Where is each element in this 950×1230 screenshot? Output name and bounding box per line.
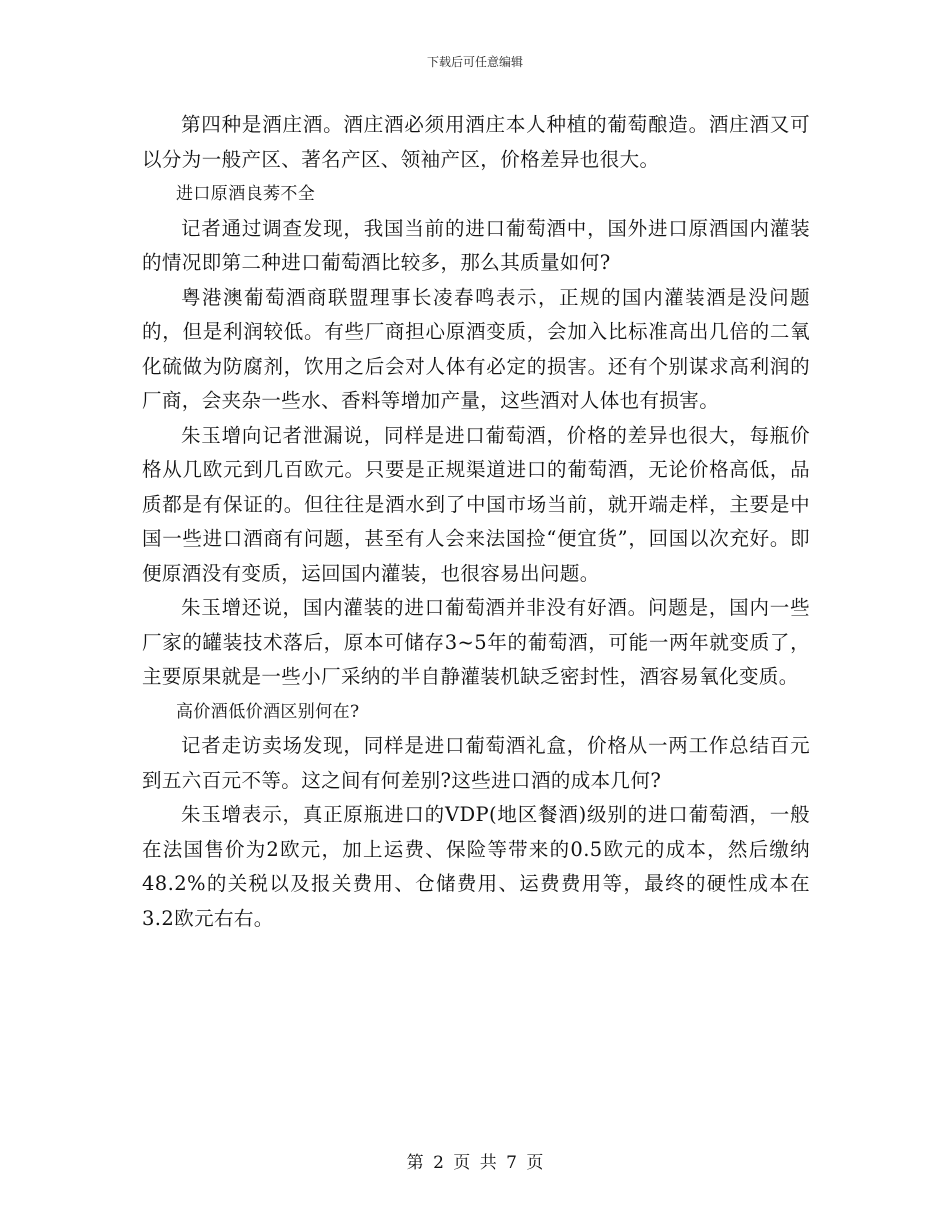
paragraph: 记者走访卖场发现，同样是进口葡萄酒礼盒，价格从一两工作总结百元到五六百元不等。这之间有何差别?这些进口酒的成本几何? <box>142 734 810 792</box>
paragraph: 粤港澳葡萄酒商联盟理事长凌春鸣表示，正规的国内灌装酒是没问题的，但是利润较低。有些厂商担心原酒变质，会加入比标准高出几倍的二氧化硫做为防腐剂，饮用之后会对人体有必定的损害。还有个别谋求高利润的厂商，会夹杂一些水、香料等增加产量，这些酒对人体也有损害。 <box>142 285 810 412</box>
page-number-footer: 第 2 页 共 7 页 <box>406 1153 544 1173</box>
section-heading: 进口原酒良莠不全 <box>176 184 316 204</box>
paragraph: 第四种是酒庄酒。酒庄酒必须用酒庄本人种植的葡萄酿造。酒庄酒又可以分为一般产区、著名产区、领袖产区，价格差异也很大。 <box>142 113 810 171</box>
page-header: 下载后可任意编辑 <box>426 55 523 69</box>
section-heading: 高价酒低价酒区别何在? <box>176 701 360 722</box>
paragraph: 朱玉增还说，国内灌装的进口葡萄酒并非没有好酒。问题是，国内一些厂家的罐装技术落后，原本可储存3~5年的葡萄酒，可能一两年就变质了，主要原果就是一些小厂采纳的半自静灌装机缺乏密封性，酒容易氧化变质。 <box>142 596 810 688</box>
paragraph: 朱玉增向记者泄漏说，同样是进口葡萄酒，价格的差异也很大，每瓶价格从几欧元到几百欧元。只要是正规渠道进口的葡萄酒，无论价格高低，品质都是有保证的。但往往是酒水到了中国市场当前，就开端走样，主要是中国一些进口酒商有问题，甚至有人会来法国捡“便宜货”，回国以次充好。即便原酒没有变质，运回国内灌装，也很容易出问题。 <box>142 423 810 585</box>
paragraph: 记者通过调查发现，我国当前的进口葡萄酒中，国外进口原酒国内灌装的情况即第二种进口葡萄酒比较多，那么其质量如何? <box>142 216 810 274</box>
document-body <box>142 108 810 936</box>
paragraph: 朱玉增表示，真正原瓶进口的VDP(地区餐酒)级别的进口葡萄酒，一般在法国售价为2欧元，加上运费、保险等带来的0.5欧元的成本，然后缴纳48.2%的关税以及报关费用、仓储费用、运费费用等，最终的硬性成本在3.2欧元右右。 <box>142 803 810 930</box>
